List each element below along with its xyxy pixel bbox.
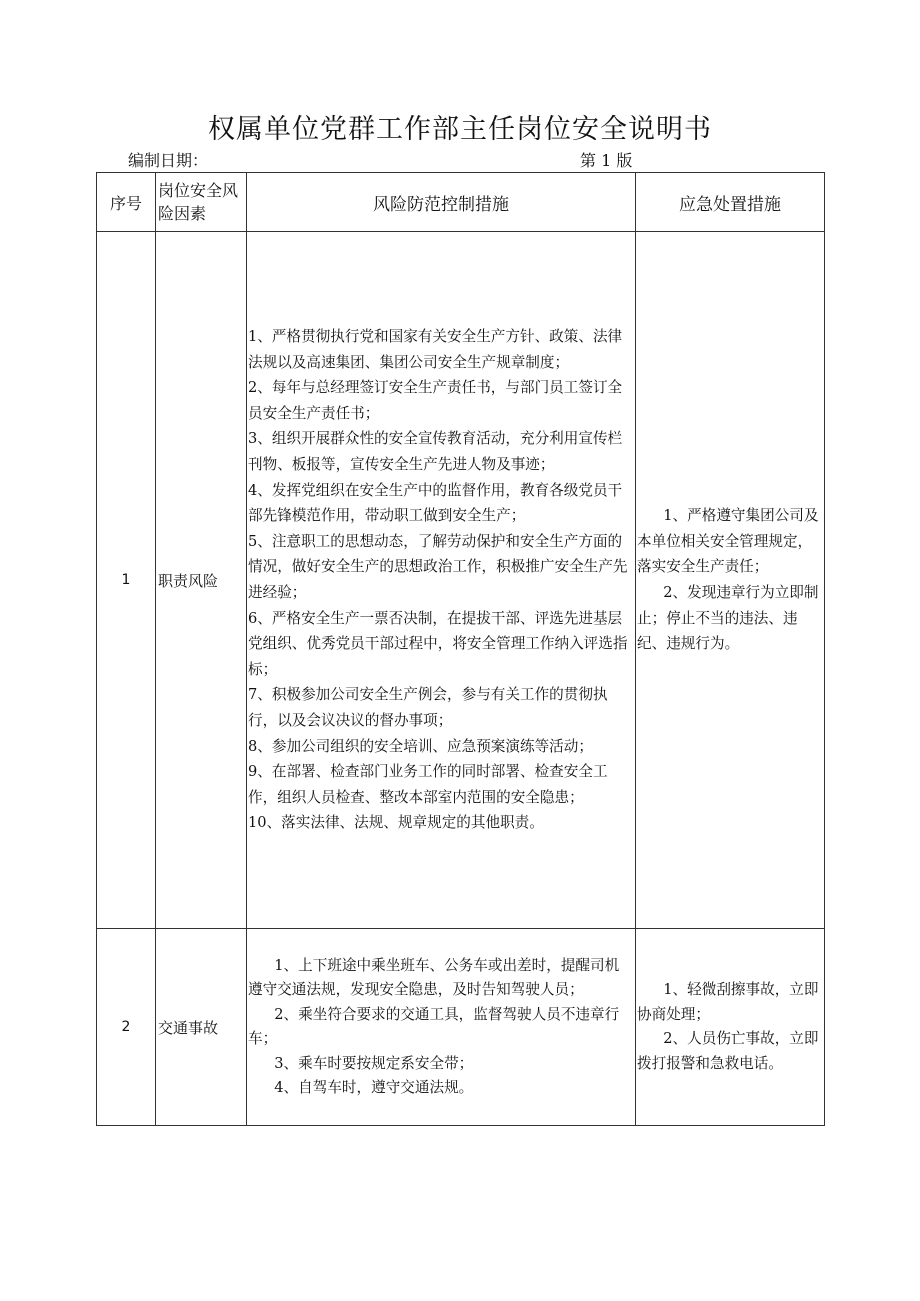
table-row bbox=[97, 929, 825, 1126]
compile-date-label: 编制日期： bbox=[128, 151, 209, 170]
row-seq: 1 bbox=[97, 232, 156, 929]
control-item: 3、组织开展群众性的安全宣传教育活动，充分利用宣传栏刊物、板报等，宣传安全生产先进人物及事迹； bbox=[248, 430, 623, 474]
row-emergency-measures bbox=[636, 929, 825, 1126]
table-row bbox=[97, 232, 825, 929]
header-control-measures: 风险防范控制措施 bbox=[247, 173, 636, 232]
row-risk-factor: 交通事故 bbox=[156, 929, 247, 1126]
row-control-measures bbox=[247, 232, 636, 929]
control-item: 1、上下班途中乘坐班车、公务车或出差时，提醒司机遵守交通法规，发现安全隐患，及时告知驾驶人员； bbox=[248, 956, 620, 998]
control-item: 1、严格贯彻执行党和国家有关安全生产方针、政策、法律法规以及高速集团、集团公司安全生产规章制度； bbox=[248, 328, 623, 371]
control-item: 5、注意职工的思想动态，了解劳动保护和安全生产方面的情况，做好安全生产的思想政治工作，积极推广安全生产先进经验； bbox=[248, 532, 628, 601]
control-item: 2、乘坐符合要求的交通工具，监督驾驶人员不违章行车； bbox=[248, 1005, 620, 1047]
control-item: 4、发挥党组织在安全生产中的监督作用，教育各级党员干部先锋模范作用，带动职工做到安全生产； bbox=[248, 481, 623, 525]
row-risk-factor: 职责风险 bbox=[156, 232, 247, 929]
control-item: 8、参加公司组织的安全培训、应急预案演练等活动； bbox=[248, 737, 593, 755]
header-seq: 序号 bbox=[97, 173, 156, 232]
control-item: 6、严格安全生产一票否决制，在提拔干部、评选先进基层党组织、优秀党员干部过程中，将安全管理工作纳入评选指标； bbox=[248, 609, 628, 678]
row-control-measures bbox=[247, 929, 636, 1126]
emergency-item: 1、严格遵守集团公司及本单位相关安全管理规定，落实安全生产责任； bbox=[637, 507, 819, 576]
safety-table bbox=[96, 172, 825, 1126]
control-item: 10、落实法律、法规、规章规定的其他职责。 bbox=[248, 814, 544, 832]
header-emergency-measures: 应急处置措施 bbox=[636, 173, 825, 232]
control-item: 7、积极参加公司安全生产例会，参与有关工作的贯彻执行，以及会议决议的督办事项； bbox=[248, 686, 608, 729]
control-item: 3、乘车时要按规定系安全带； bbox=[274, 1054, 474, 1072]
version-label: 第 1 版 bbox=[580, 151, 633, 170]
control-item: 2、每年与总经理签订安全生产责任书，与部门员工签订全员安全生产责任书； bbox=[248, 379, 623, 422]
control-item: 4、自驾车时，遵守交通法规。 bbox=[274, 1079, 474, 1096]
document-title: 权属单位党群工作部主任岗位安全说明书 bbox=[208, 114, 712, 145]
emergency-item: 1、轻微刮擦事故，立即协商处理； bbox=[637, 981, 819, 1023]
emergency-item: 2、人员伤亡事故，立即拨打报警和急救电话。 bbox=[637, 1030, 819, 1072]
control-item: 9、在部署、检查部门业务工作的同时部署、检查安全工作，组织人员检查、整改本部室内范围的安全隐患； bbox=[248, 763, 608, 806]
row-seq: 2 bbox=[97, 929, 156, 1126]
table-header-row bbox=[97, 173, 825, 232]
emergency-item: 2、发现违章行为立即制止；停止不当的违法、违纪、违规行为。 bbox=[637, 584, 819, 653]
row-emergency-measures bbox=[636, 232, 825, 929]
header-risk-factor: 岗位安全风险因素 bbox=[156, 173, 247, 232]
